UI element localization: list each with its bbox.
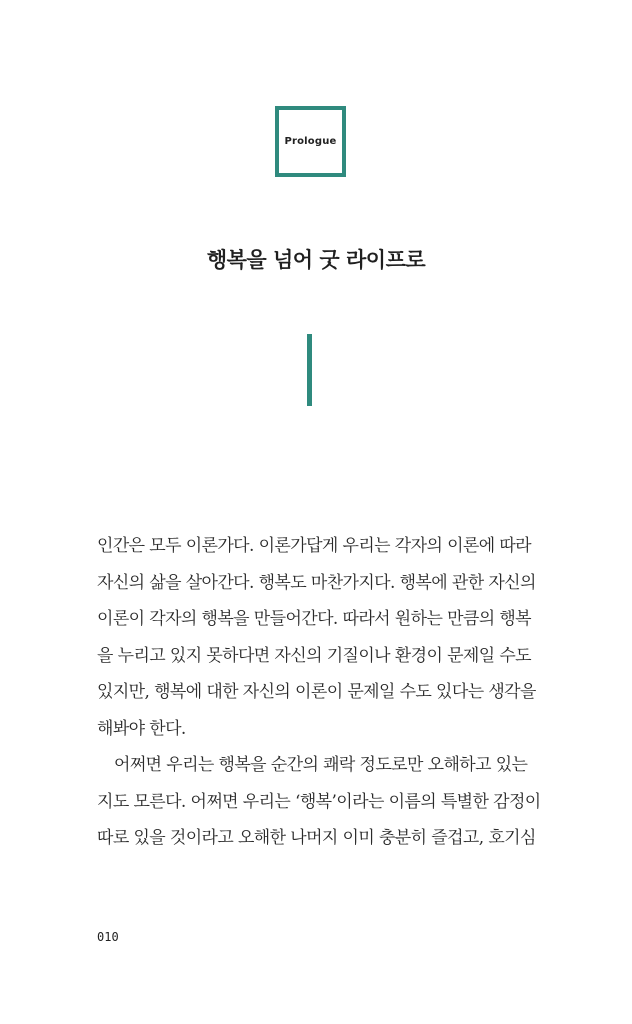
body-line: 있지만, 행복에 대한 자신의 이론이 문제일 수도 있다는 생각을 <box>97 682 536 702</box>
body-line: 자신의 삶을 살아간다. 행복도 마찬가지다. 행복에 관한 자신의 <box>97 572 536 593</box>
body-line: 지도 모른다. 어쩌면 우리는 ‘행복’이라는 이름의 특별한 감정이 <box>97 791 541 812</box>
body-line: 을 누리고 있지 못하다면 자신의 기질이나 환경이 문제일 수도 <box>97 645 531 666</box>
body-line: 따로 있을 것이라고 오해한 나머지 이미 충분히 즐겁고, 호기심 <box>97 828 536 848</box>
body-line: 해봐야 한다. <box>97 718 186 739</box>
page-number: 010 <box>97 930 119 944</box>
body-text <box>97 528 541 857</box>
body-line: 이론이 각자의 행복을 만들어간다. 따라서 원하는 만큼의 행복 <box>97 609 531 629</box>
chapter-title: 행복을 넘어 굿 라이프로 <box>206 248 426 272</box>
body-line: 인간은 모두 이론가다. 이론가답게 우리는 각자의 이론에 따라 <box>97 536 531 556</box>
prologue-label: Prologue <box>284 136 337 147</box>
body-line: 어쩌면 우리는 행복을 순간의 쾌락 정도로만 오해하고 있는 <box>114 755 528 775</box>
title-divider-bar <box>307 334 312 406</box>
prologue-box <box>275 106 346 177</box>
